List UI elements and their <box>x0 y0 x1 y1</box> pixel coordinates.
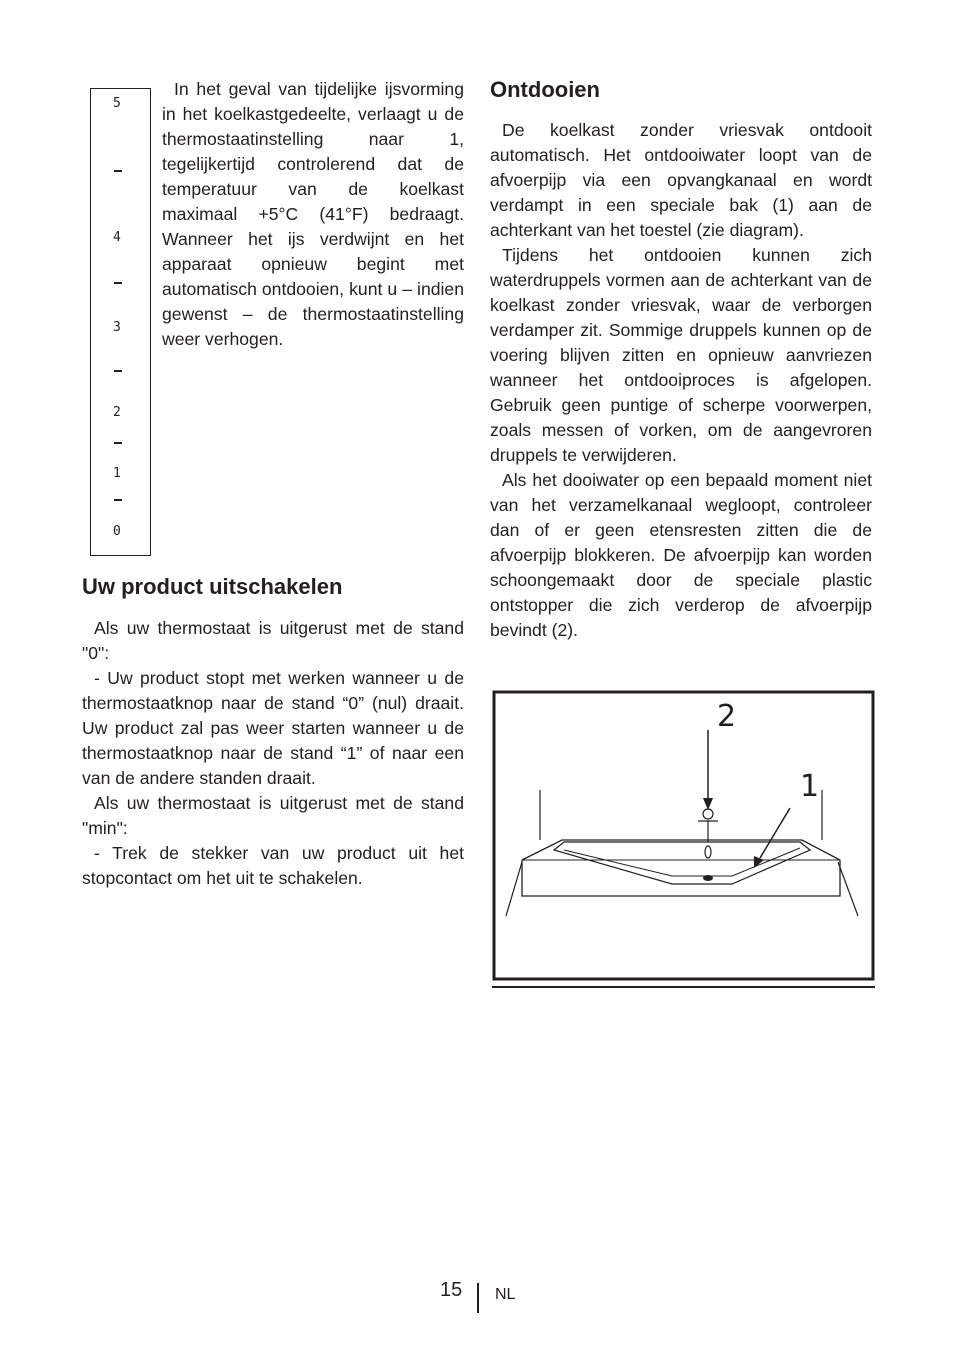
section-heading-uitschakelen: Uw product uitschakelen <box>82 574 343 599</box>
scale-tick <box>114 499 122 501</box>
scale-tick <box>114 442 122 444</box>
paragraph: Tijdens het ontdooien kunnen zich waterdruppels vormen aan de achterkant van de koelkast zonder vriesvak, waar de verborgen verdamper zit. Sommige druppels kunnen op de voering blijven zitten en opnieuw aanvriezen wanneer het ontdooiproces is afgelopen. Gebruik geen puntige of scherpe voorwerpen, zoals messen of vorken, om de aangevroren druppels te verwijderen. <box>490 245 872 465</box>
intro-paragraph: In het geval van tijdelijke ijsvorming in het koelkastgedeelte, verlaagt u de thermostaatinstelling naar 1, tegelijkertijd controlerend dat de temperatuur van de koelkast maximaal +5°C (41°F) bedraagt. Wanneer het ijs verdwijnt en het apparaat opnieuw begint met automatisch ontdooien, kunt u – indien gewenst – de thermostaatinstelling weer verhogen. <box>162 79 464 349</box>
scale-tick <box>114 282 122 284</box>
stopper-icon <box>703 809 713 819</box>
scale-label-0: 0 <box>113 524 121 539</box>
paragraph: Als uw thermostaat is uitgerust met de stand "0": <box>82 618 464 663</box>
scale-label-1: 1 <box>113 466 121 481</box>
cabinet-wall <box>506 862 522 916</box>
ontdooien-body <box>490 118 872 643</box>
scale-label-3: 3 <box>113 320 121 335</box>
drain-hole <box>703 875 713 881</box>
uitschakelen-body <box>82 616 464 891</box>
section-heading-ontdooien: Ontdooien <box>490 77 600 102</box>
scale-label-4: 4 <box>113 230 121 245</box>
scale-label-2: 2 <box>113 405 121 420</box>
arrow-2-head <box>703 798 713 810</box>
arrow-1-line <box>760 808 790 858</box>
paragraph: - Uw product stopt met werken wanneer u de thermostaatknop naar de stand “0” (nul) draait. Uw product zal pas weer starten wanneer u de thermostaatknop naar de stand “1” of naar een van de andere standen draait. <box>82 668 464 788</box>
label-1: 1 <box>800 769 820 804</box>
stopper-tip <box>705 846 711 858</box>
channel-inner <box>564 848 800 876</box>
defrost-diagram <box>492 690 875 990</box>
scale-tick <box>114 170 122 172</box>
label-2: 2 <box>717 699 737 734</box>
thermostat-scale <box>90 88 151 556</box>
language-code: NL <box>495 1286 516 1303</box>
paragraph: Als het dooiwater op een bepaald moment niet van het verzamelkanaal wegloopt, controleer dan of er geen etensresten zitten die de afvoerpijp blokkeren. De afvoerpijp kan worden schoongemaakt door de speciale plastic ontstopper die zich verderop de afvoerpijp bevindt (2). <box>490 470 872 640</box>
arrow-1-head <box>754 856 764 868</box>
cabinet-wall <box>838 862 858 916</box>
scale-label-5: 5 <box>113 96 121 111</box>
footer-divider <box>477 1283 479 1313</box>
collection-channel <box>554 842 810 884</box>
intro-section <box>162 77 464 352</box>
page-number: 15 <box>440 1279 463 1301</box>
diagram-frame <box>494 692 873 979</box>
evaporation-tray <box>522 840 840 896</box>
paragraph: - Trek de stekker van uw product uit het stopcontact om het uit te schakelen. <box>82 843 464 888</box>
paragraph: Als uw thermostaat is uitgerust met de stand "min": <box>82 793 464 838</box>
paragraph: De koelkast zonder vriesvak ontdooit automatisch. Het ontdooiwater loopt van de afvoerpijp via een opvangkanaal en wordt verdampt in een speciale bak (1) aan de achterkant van het toestel (zie diagram). <box>490 120 872 240</box>
scale-tick <box>114 370 122 372</box>
